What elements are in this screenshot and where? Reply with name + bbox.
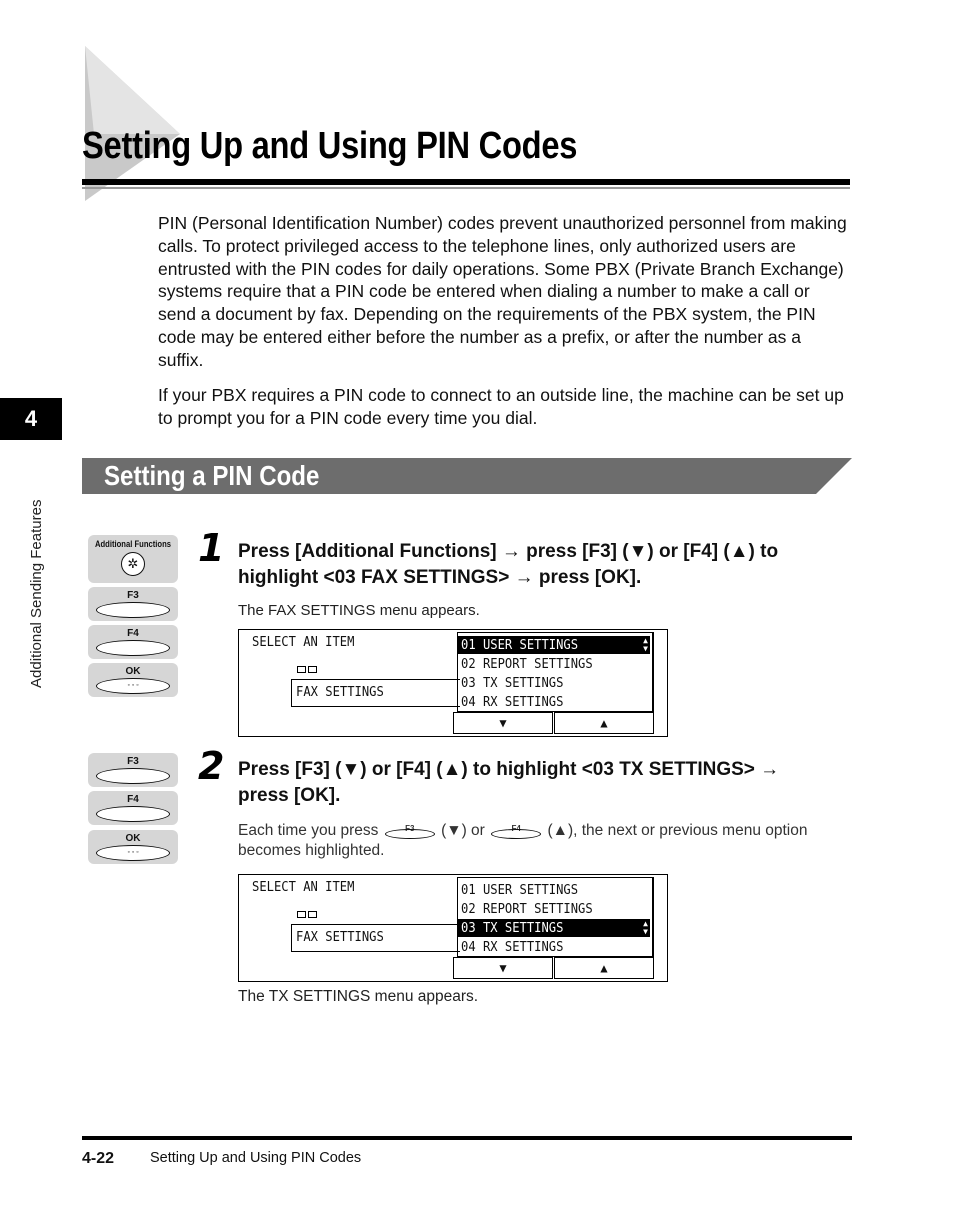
lcd-display [238,874,668,982]
key-oval-icon [96,806,170,822]
f3-key [88,753,178,787]
lcd-menu-item: 04 RX SETTINGS [461,939,564,955]
lcd-indicator [297,666,317,673]
footer-title: Setting Up and Using PIN Codes [150,1150,362,1166]
f3-key [88,587,178,621]
step-instruction-line: press [OK]. [238,784,341,806]
lcd-header: SELECT AN ITEM [252,634,355,650]
lcd-down-button: ▼ [453,957,553,979]
lcd-field-text: FAX SETTINGS [296,929,384,945]
step-instruction [238,757,838,808]
lcd-menu-item: 02 REPORT SETTINGS [461,656,593,672]
additional-functions-icon: ✲ [121,552,145,576]
key-label: Additional Functions [94,539,172,549]
intro-paragraph: PIN (Personal Identification Number) codes prevent unauthorized personnel from making calls. To protect privileged access to the telephone lines, only authorized users are entrusted with the PIN codes for daily operations. Some PBX (Private Branch Exchange) systems require that a PIN code be entered when dialing a number to make a call or send a document by fax. Depending on the requirements of the PBX system, the PIN code may be entered either before the number as a prefix, or after the number as a suffix. [158,213,847,370]
lcd-field-text: FAX SETTINGS [296,684,384,700]
lcd-menu-item: 03 TX SETTINGS [461,675,564,691]
key-oval-icon [96,768,170,784]
step-instruction-line: Press [F3] (▼) or [F4] (▲) to highlight <03 TX SETTINGS> → [238,759,780,780]
f4-key [88,791,178,825]
lcd-menu-list [457,877,654,957]
key-oval-icon: ◦ ◦ ◦ [96,845,170,861]
key-label: F4 [127,794,139,805]
lcd-display [238,629,668,737]
step-number: 1 [198,526,225,570]
chapter-side-title: Additional Sending Features [28,499,45,688]
key-oval-icon: ◦ ◦ ◦ [96,678,170,694]
note-text: Each time you press [238,822,379,839]
key-oval-icon [96,602,170,618]
page-number: 4-22 [82,1150,115,1167]
f3-key-icon [385,823,435,839]
step-note: The FAX SETTINGS menu appears. [238,602,480,619]
step-instruction-line: highlight <03 FAX SETTINGS> → press [OK]. [238,566,642,588]
key-label: OK [125,833,141,844]
additional-functions-key [88,535,178,583]
note-text: becomes highlighted. [238,842,385,859]
ok-key [88,830,178,864]
step-instruction-line: Press [Additional Functions] → press [F3] (▼) or [F4] (▲) to [238,541,779,562]
section-title: Setting a PIN Code [104,460,320,491]
title-rule [82,179,850,185]
f4-key-icon [491,823,541,839]
lcd-header: SELECT AN ITEM [252,879,355,895]
footer-rule [82,1136,852,1140]
lcd-menu-item: 01 USER SETTINGS [461,882,579,898]
lcd-menu-item: 02 REPORT SETTINGS [461,901,593,917]
step-number: 2 [198,744,225,788]
step-instruction [238,539,838,590]
key-label: OK [125,666,141,677]
intro-paragraph: If your PBX requires a PIN code to connect to an outside line, the machine can be set up to prompt you for a PIN code every time you dial. [158,385,844,428]
key-label: F3 [127,590,139,601]
key-label: F4 [511,823,521,833]
lcd-menu-item: 03 TX SETTINGS ▲ ▼ [458,919,650,937]
note-text: (▼) or [441,822,485,839]
step-note: The TX SETTINGS menu appears. [238,988,479,1005]
scroll-arrows-icon: ▲ ▼ [643,636,648,653]
key-oval-icon [96,640,170,656]
chapter-tab: 4 [0,398,62,440]
key-label: F4 [127,628,139,639]
key-label: F3 [127,756,139,767]
lcd-up-button: ▲ [554,712,654,734]
lcd-up-button: ▲ [554,957,654,979]
lcd-menu-item: 04 RX SETTINGS [461,694,564,710]
step-note [238,821,850,861]
f4-key [88,625,178,659]
lcd-menu-item: 01 USER SETTINGS ▲ ▼ [458,636,650,654]
lcd-field [291,924,460,952]
lcd-menu-list [457,632,654,712]
ok-key [88,663,178,697]
page-title: Setting Up and Using PIN Codes [82,125,578,167]
lcd-down-button: ▼ [453,712,553,734]
title-rule-shadow [82,187,850,189]
lcd-field [291,679,460,707]
lcd-indicator [297,911,317,918]
scroll-arrows-icon: ▲ ▼ [643,919,648,936]
key-label: F3 [405,823,415,833]
note-text: (▲), the next or previous menu option [547,822,808,839]
